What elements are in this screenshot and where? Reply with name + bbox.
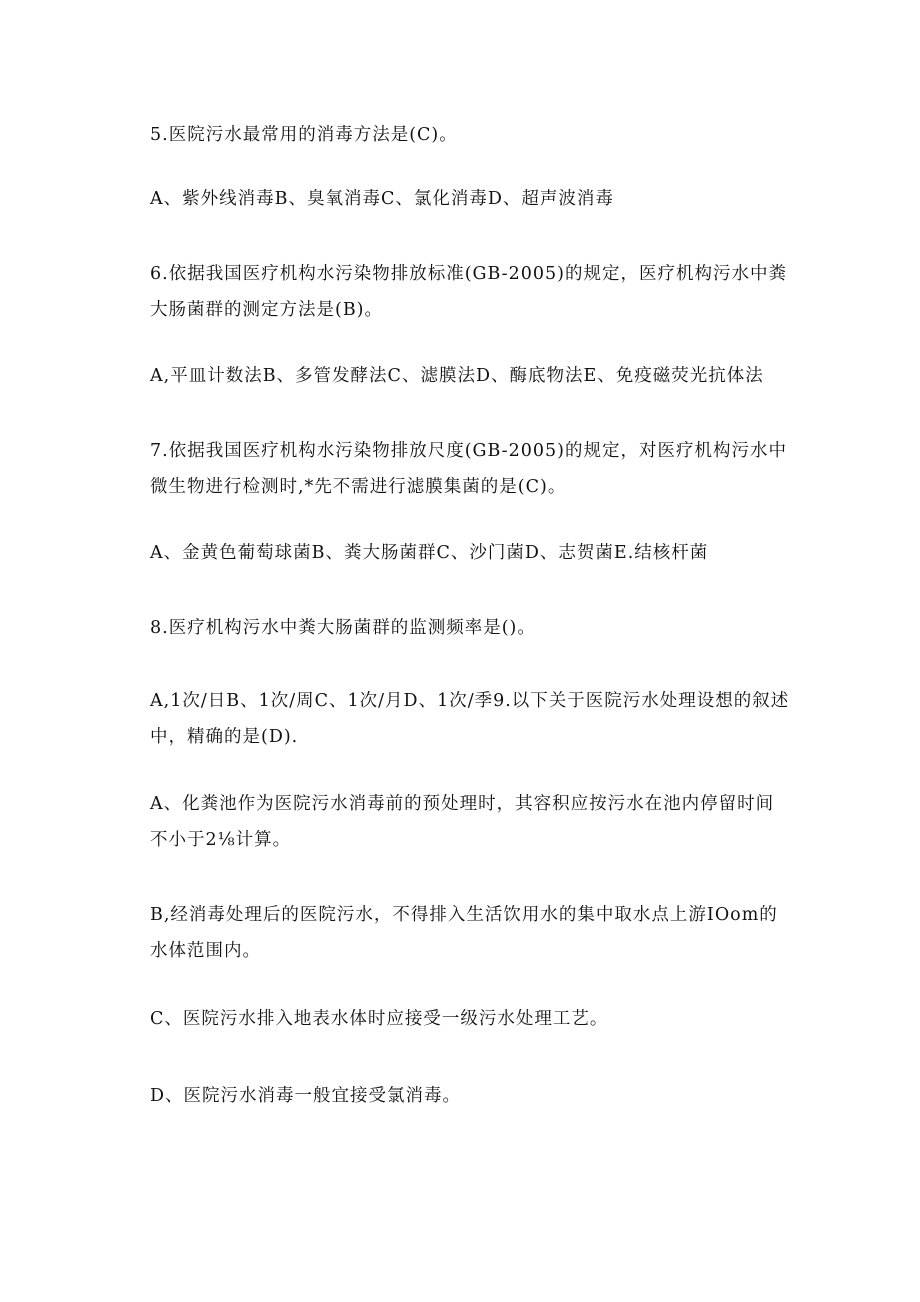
- question-7: 7.依据我国医疗机构水污染物排放尺度(GB-2005)的规定，对医疗机构污水中微生物进行检测时,*先不需进行滤膜集菌的是(C)。: [150, 441, 787, 497]
- question-6-options: A,平皿计数法B、多管发酵法C、滤膜法D、酶底物法E、免疫磁荧光抗体法: [150, 366, 764, 386]
- question-9-option-a: A、化粪池作为医院污水消毒前的预处理时，其容积应按污水在池内停留时间不小于2⅛计算。: [150, 794, 775, 850]
- question-5-options: A、紫外线消毒B、臭氧消毒C、氯化消毒D、超声波消毒: [150, 189, 614, 209]
- question-6: 6.依据我国医疗机构水污染物排放标准(GB-2005)的规定，医疗机构污水中粪大肠菌群的测定方法是(B)。: [150, 264, 787, 320]
- question-8: 8.医疗机构污水中粪大肠菌群的监测频率是()。: [150, 618, 536, 638]
- question-9-option-b: B,经消毒处理后的医院污水，不得排入生活饮用水的集中取水点上游IOom的水体范围内。: [150, 905, 778, 961]
- question-7-options: A、金黄色葡萄球菌B、粪大肠菌群C、沙门菌D、志贺菌E.结核杆菌: [150, 543, 709, 563]
- question-5: 5.医院污水最常用的消毒方法是(C)。: [150, 125, 458, 145]
- question-9-option-c: C、医院污水排入地表水体时应接受一级污水处理工艺。: [150, 1009, 609, 1029]
- question-8-options-and-question-9: A,1次/日B、1次/周C、1次/月D、1次/季9.以下关于医院污水处理设想的叙述中，精确的是(D).: [150, 691, 790, 747]
- question-9-option-d: D、医院污水消毒一般宜接受氯消毒。: [150, 1086, 462, 1106]
